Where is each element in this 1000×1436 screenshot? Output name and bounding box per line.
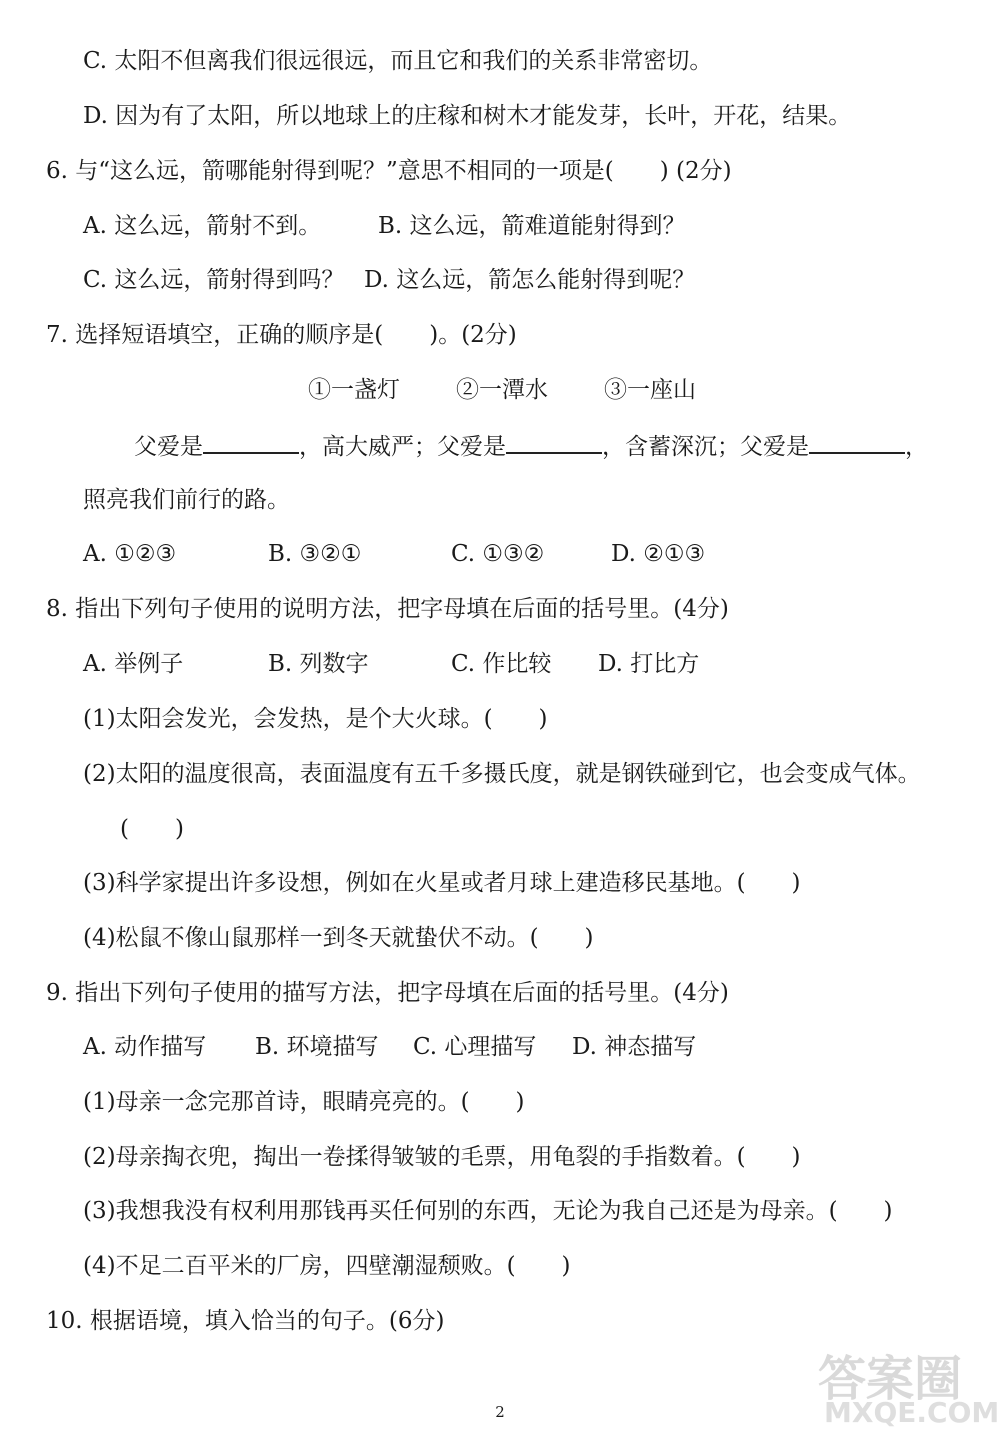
q7-sentence-continued: 照亮我们前行的路。	[83, 487, 290, 513]
q7-sentence-part4: ，	[905, 434, 928, 460]
q8-item-2-answer-paren: ( )	[120, 816, 184, 842]
q8-item-4: (4)松鼠不像山鼠那样一到冬天就蛰伏不动。( )	[83, 925, 594, 951]
q8-option-b: B. 列数字	[268, 651, 369, 677]
q8-item-2: (2)太阳的温度很高，表面温度有五千多摄氏度，就是钢铁碰到它，也会变成气体。	[83, 761, 921, 787]
q9-option-d: D. 神态描写	[572, 1034, 697, 1060]
q7-sentence-part2: ，高大威严；父爱是	[299, 434, 506, 460]
q5-option-c: C. 太阳不但离我们很远很远，而且它和我们的关系非常密切。	[83, 48, 713, 74]
q8-stem: 8. 指出下列句子使用的说明方法，把字母填在后面的括号里。(4分)	[46, 596, 729, 622]
q7-sentence-part3: ，含蓄深沉；父爱是	[602, 434, 809, 460]
q9-option-c: C. 心理描写	[413, 1034, 537, 1060]
q7-fill-sentence	[134, 430, 928, 462]
q9-item-1: (1)母亲一念完那首诗，眼睛亮亮的。( )	[83, 1089, 525, 1115]
q7-phrase-1: ①一盏灯	[308, 377, 400, 403]
q9-item-4: (4)不足二百平米的厂房，四壁潮湿颓败。( )	[83, 1253, 571, 1279]
q8-item-1: (1)太阳会发光，会发热，是个大火球。( )	[83, 706, 548, 732]
q7-stem: 7. 选择短语填空，正确的顺序是( )。(2分)	[46, 322, 517, 348]
q5-option-d: D. 因为有了太阳，所以地球上的庄稼和树木才能发芽，长叶，开花，结果。	[83, 103, 852, 129]
q6-stem: 6. 与“这么远，箭哪能射得到呢？”意思不相同的一项是( ) (2分)	[46, 158, 732, 184]
q8-option-c: C. 作比较	[451, 651, 552, 677]
q8-item-3: (3)科学家提出许多设想，例如在火星或者月球上建造移民基地。( )	[83, 870, 801, 896]
q7-option-b: B. ③②①	[268, 541, 362, 567]
q8-option-a: A. 举例子	[83, 651, 184, 677]
page-number: 2	[495, 1403, 505, 1421]
q9-stem: 9. 指出下列句子使用的描写方法，把字母填在后面的括号里。(4分)	[46, 980, 729, 1006]
q7-blank-1[interactable]	[203, 430, 299, 454]
watermark-url: MXQE.COM	[824, 1396, 1000, 1429]
q6-option-d: D. 这么远，箭怎么能射得到呢？	[364, 267, 696, 293]
q7-option-c: C. ①③②	[451, 541, 545, 567]
q7-sentence-part1: 父爱是	[134, 434, 203, 460]
q7-option-d: D. ②①③	[611, 541, 706, 567]
watermark	[818, 1340, 1000, 1430]
q9-item-2: (2)母亲掏衣兜，掏出一卷揉得皱皱的毛票，用龟裂的手指数着。( )	[83, 1144, 801, 1170]
q6-option-a: A. 这么远，箭射不到。	[83, 213, 322, 239]
q7-phrase-2: ②一潭水	[456, 377, 548, 403]
q7-phrase-3: ③一座山	[604, 377, 696, 403]
q10-stem: 10. 根据语境，填入恰当的句子。(6分)	[46, 1308, 445, 1334]
q7-option-a: A. ①②③	[83, 541, 177, 567]
q9-option-a: A. 动作描写	[83, 1034, 207, 1060]
q8-option-d: D. 打比方	[598, 651, 700, 677]
q7-blank-2[interactable]	[506, 430, 602, 454]
q7-blank-3[interactable]	[809, 430, 905, 454]
q9-item-3: (3)我想我没有权利用那钱再买任何别的东西，无论为我自己还是为母亲。( )	[83, 1198, 893, 1224]
q6-option-b: B. 这么远，箭难道能射得到？	[378, 213, 686, 239]
q6-option-c: C. 这么远，箭射得到吗？	[83, 267, 345, 293]
q9-option-b: B. 环境描写	[255, 1034, 379, 1060]
watermark-logo: 答案圈	[818, 1351, 963, 1407]
